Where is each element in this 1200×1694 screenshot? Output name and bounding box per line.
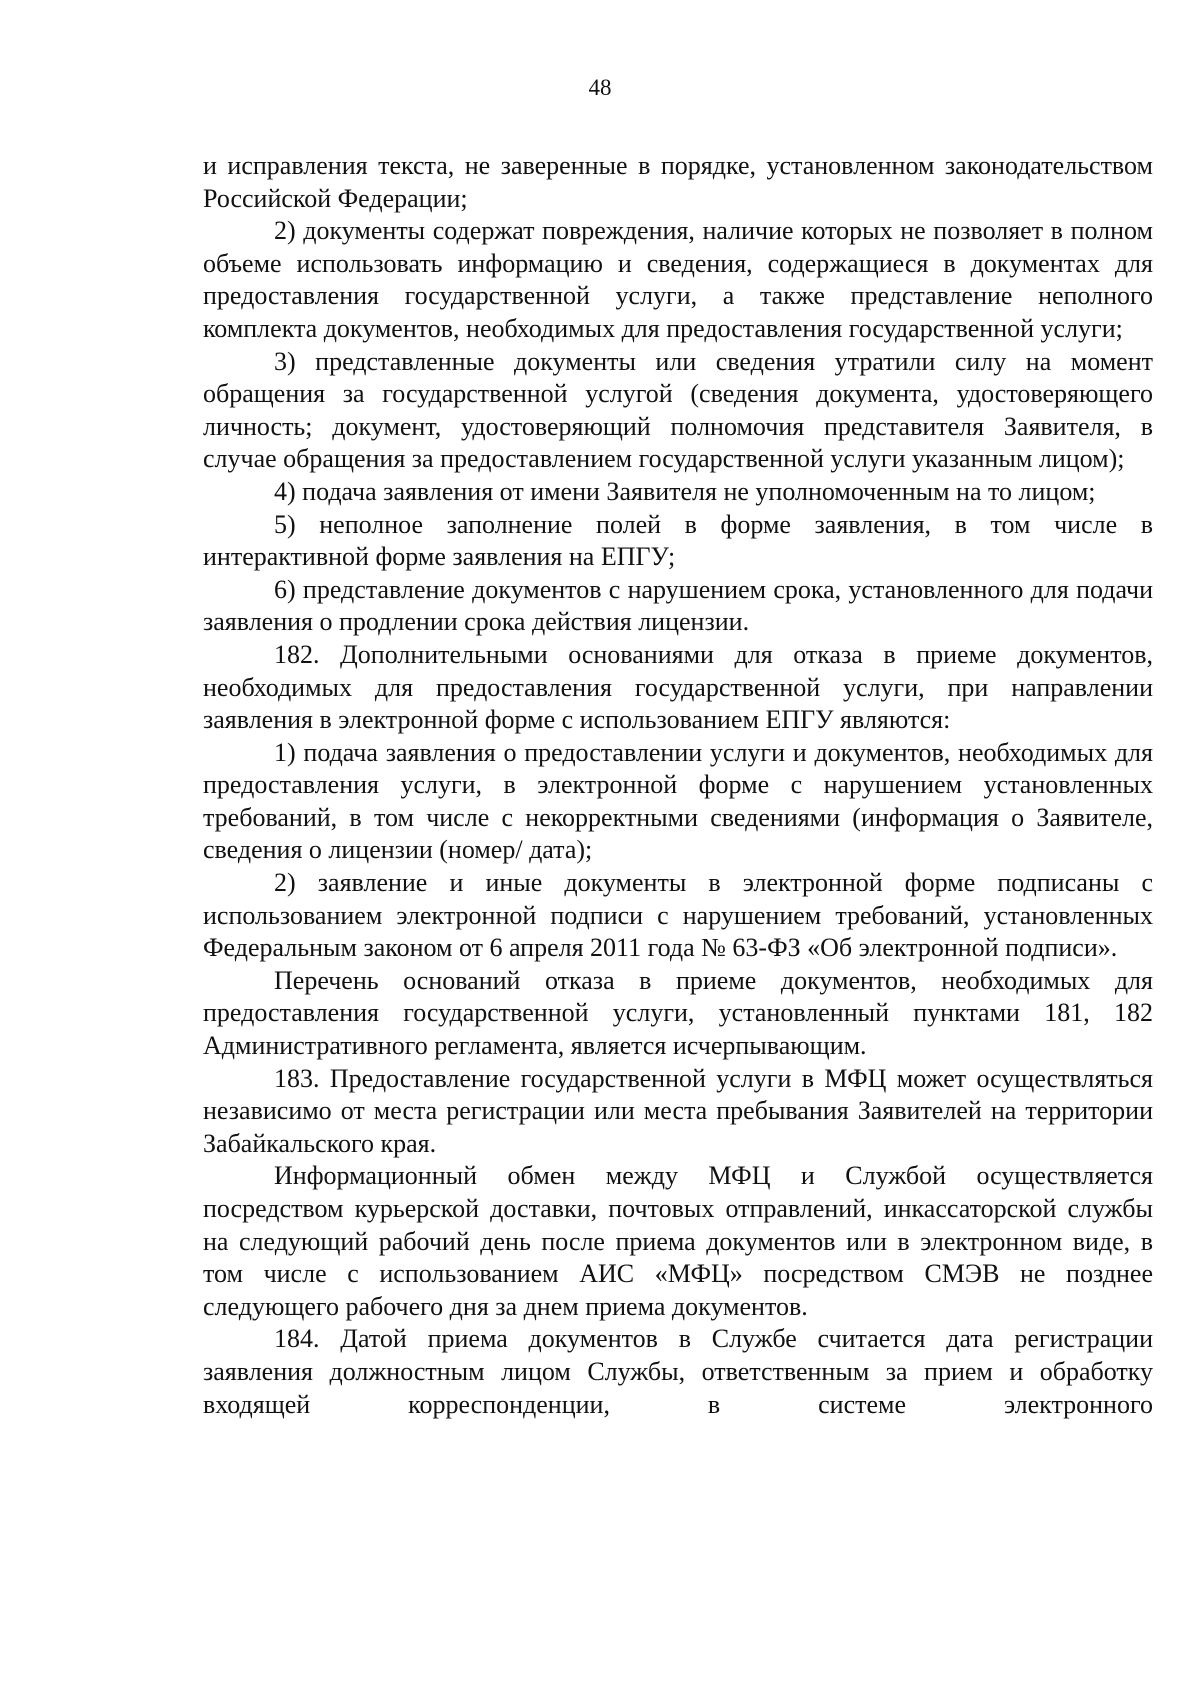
paragraph: 4) подача заявления от имени Заявителя не уполномоченным на то лицом; — [274, 476, 1096, 506]
paragraph: Информационный обмен между МФЦ и Службой осуществляется посредством курьерской доставки, почтовых отправлений, инкассаторской службы на следующий рабочий день после приема документов или в электронном виде, в том числе с использованием АИС «МФЦ» посредством СМЭВ не позднее следующего рабочего дня за днем приема документов. — [203, 1161, 1153, 1321]
paragraph: 2) заявление и иные документы в электронной форме подписаны с использованием электронной подписи с нарушением требований, установленных Федеральным законом от 6 апреля 2011 года № 63-ФЗ «Об электронной подписи». — [203, 868, 1153, 963]
paragraph: 1) подача заявления о предоставлении услуги и документов, необходимых для предоставления услуги, в электронной форме с нарушением установленных требований, в том числе с некорректными сведениями (информация о Заявителе, сведения о лицензии (номер/ дата); — [203, 737, 1153, 865]
paragraph: 182. Дополнительными основаниями для отказа в приеме документов, необходимых для предоставления государственной услуги, при направлении заявления в электронной форме с использованием ЕПГУ являются: — [203, 639, 1153, 735]
paragraph: 5) неполное заполнение полей в форме заявления, в том числе в интерактивной форме заявления на ЕПГУ; — [203, 509, 1153, 572]
paragraph: 2) документы содержат повреждения, наличие которых не позволяет в полном объеме использовать информацию и сведения, содержащиеся в документах для предоставления государственной услуги, а также представление неполного комплекта документов, необходимых для предоставления государственной услуги; — [203, 216, 1153, 343]
paragraph: Перечень оснований отказа в приеме документов, необходимых для предоставления государственной услуги, установленный пунктами 181, 182 Административного регламента, является исчерпывающим. — [203, 965, 1153, 1061]
document-body — [203, 150, 1153, 1421]
paragraph: 184. Датой приема документов в Службе считается дата регистрации заявления должностным лицом Службы, ответственным за прием и обработку входящей корреспонденции, в системе электронного — [203, 1324, 1153, 1419]
paragraph: 3) представленные документы или сведения утратили силу на момент обращения за государственной услугой (сведения документа, удостоверяющего личность; документ, удостоверяющий полномочия представителя Заявителя, в случае обращения за предоставлением государственной услуги указанным лицом); — [203, 346, 1153, 474]
paragraph: 183. Предоставление государственной услуги в МФЦ может осуществляться независимо от места регистрации или места пребывания Заявителей на территории Забайкальского края. — [203, 1063, 1153, 1158]
page-number: 48 — [588, 75, 612, 100]
paragraph: 6) представление документов с нарушением срока, установленного для подачи заявления о продлении срока действия лицензии. — [203, 574, 1153, 637]
paragraph: и исправления текста, не заверенные в порядке, установленном законодательством Российской Федерации; — [203, 151, 1153, 213]
